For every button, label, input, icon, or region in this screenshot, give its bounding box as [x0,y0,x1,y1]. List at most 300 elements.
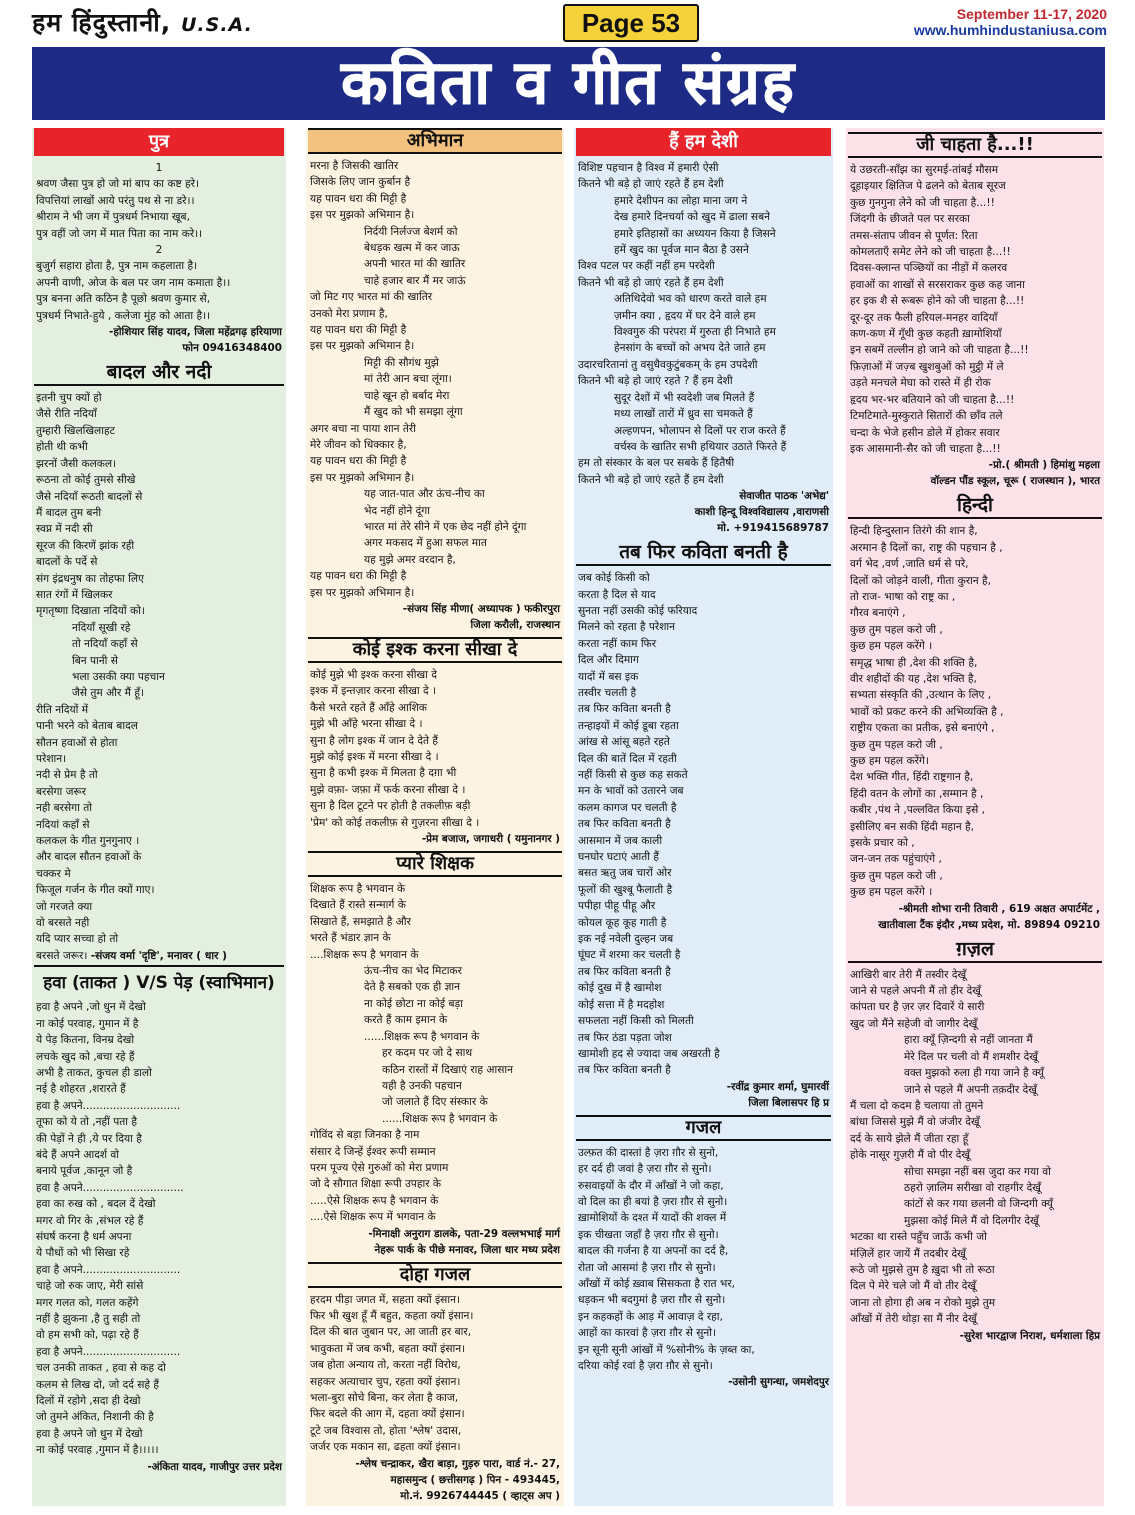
poem-line: झरनों जैसी कलकल। [36,457,117,470]
poem-line: ......शिक्षक रूप है भगवान के [382,1112,498,1125]
poem-title-ghazal: ग़ज़ल [848,937,1102,963]
poem-stanza [36,999,282,1458]
poem-abhiman [306,158,564,633]
poem-stanza [578,570,829,1079]
poem-line: मैं चला दो कदम है चलाया तो तुमने [850,1099,984,1112]
poem-line: अगर मकसद में हुआ सफल मात [364,537,487,550]
poem-line: सफलता नहीं किसी को मिलती [578,1015,694,1028]
poem-line: तो नदियाँ कहाँ से [72,638,138,651]
poem-line: जिंदगी के छीजते पल पर सरका [850,213,970,226]
poem-title-jee: जी चाहता है...!! [848,132,1102,158]
poem-title-badal: बादल और नदी [34,360,284,386]
poem-line: यह पावन धरा की मिट्टी है [310,192,407,205]
poem-ghazal [846,967,1104,1344]
poem-line: तुम्हारी खिलखिलाहट [36,424,115,437]
poet-signature: -होशियार सिंह यादव, जिला महेंद्रगढ़ हरियाणा [109,326,282,339]
poet-institution: काशी हिन्दू विश्वविद्यालय ,वाराणसी [694,506,829,519]
poem-line: संघर्ष करना है धर्म अपना [36,1230,132,1243]
poet-signature: सेवाजीत पाठक 'अभेद्य' [739,490,829,503]
stanza-number: 2 [155,244,163,257]
poem-stanza [310,224,560,290]
poem-line: स्वप्न में नदी सी [36,523,93,536]
poem-line: नई है शोहरत ,शरारते हैं [36,1083,126,1096]
poem-line: वर्ग भेद ,वर्ण ,जाति धर्म से परे, [850,558,969,571]
poem-line: सुना है दिल टूटने पर होती है तकलीफ़ बड़ी [310,800,471,813]
poem-line: भटका था रास्ते पहुँच जाऊँ कभी जो [850,1231,987,1244]
poem-title-putra: पुत्र [34,128,284,156]
poem-line: रोता जो आसमां है ज़रा ग़ौर से सुनो। [578,1261,716,1274]
poem-stanza [850,1032,1100,1098]
poem-line: जो गरजते क्या [36,900,93,913]
poem-line: जन-जन तक पहुंचाएंगे , [850,853,942,866]
poem-line-with-signature [36,948,282,964]
poet-signature: -श्रीमती शोभा रानी तिवारी , 619 अक्षत अपार्टमेंट , [898,902,1100,915]
poem-line: जब होता अन्याय तो, करता नहीं विरोध, [310,1359,461,1372]
poem-line: कुछ गुनगुना लेने को जी चाहता है...!! [850,196,995,209]
poem-line: राष्ट्रीय एकता का प्रतीक, इसे बनाएंगे , [850,722,995,735]
poem-line: भरते हैं भंडार ज्ञान के [310,932,391,945]
poem-line: यह जात-पात और ऊंच-नीच का [364,488,485,501]
poem-line: कुछ हम पहल करेंगे । [850,886,933,899]
poet-signature: -श्लेष चन्द्राकर, खैरा बाड़ा, गुड़रु पारा, वार्ड नं.- 27, [355,1457,560,1470]
poem-stanza [850,967,1100,1033]
poem-line: विश्व पटल पर कहीं नहीं हम परदेशी [578,260,715,273]
poem-line: वर्चस्व के खातिर सभी हथियार उठाते फिरते हैं [614,440,787,453]
poem-line: गोविंद से बड़ा जिनका है नाम [310,1129,420,1142]
poem-line: ......शिक्षक रूप है भगवान के [364,1030,480,1043]
poem-line: हवा है अपने............................. [36,1345,181,1358]
poem-line: दिल की बात जुबान पर, आ जाती हर बार, [310,1326,472,1339]
poem-line: दिल और दिमाग [578,654,639,667]
poem-stanza [310,568,560,601]
poem-line: ये पौधों को भी सिखा रहे [36,1247,130,1260]
poem-stanza [850,523,1100,900]
poem-line: हर इक शै से रूबरू होने को जी चाहता है...!! [850,295,1025,308]
poem-line: पानी भरने को बेताब बादल [36,720,138,733]
poet-location: जिला करौली, राजस्थान [470,618,560,631]
poem-line: सुनता नहीं उसकी कोई फरियाद [578,604,698,617]
poem-line: चाहे जो रुक जाए, मेरी सांसे [36,1280,144,1293]
poem-line: कुछ तुम पहल करो जी , [850,869,943,882]
poem-line: सूरज की किरणें झांक रही [36,539,135,552]
poem-line: .....ऐसे शिक्षक रूप है भगवान के [310,1194,439,1207]
poem-line: तूफा को ये तो ,नहीं पता है [36,1116,138,1129]
poem-line: बसत ऋतु जब चारों ओर [578,867,672,880]
poem-line: इस पर मुझको अभिमान है। [310,209,415,222]
column-1 [32,128,286,1506]
stanza-number: 1 [155,162,163,174]
poem-line: ना कोई परवाह, गुमान में है [36,1017,139,1030]
page-header [0,0,1135,44]
poem-line: मध्य लाखों तारों में ध्रुव सा चमकते हैं [614,408,753,421]
poet-phone: फोन 09416348400 [182,342,282,355]
divider [34,965,284,967]
poem-line: भेद नहीं होने दूंगा [364,504,431,517]
poem-stanza [36,620,282,702]
poem-line: सहकर अत्याचार चुप, रहता क्यों इंसान। [310,1375,461,1388]
poem-deshi [574,160,833,536]
poem-line: करता नहीं काम फिर [578,637,657,650]
poem-line: जाना तो होगा ही अब न रोको मुझे तुम [850,1296,996,1309]
poem-line: हमारे देशीपन का लोहा माना जग ने [614,194,748,207]
poem-line: जो दे सौगात शिक्षा रूपी उपहार के [310,1178,442,1191]
poem-stanza [578,291,829,357]
column-4 [846,128,1104,1506]
poem-stanza [310,355,560,421]
poem-line: खामोशी हद से ज्यादा जब अखरती है [578,1047,720,1060]
poem-line: जिसके लिए जान कुर्बान है [310,176,411,189]
poem-stanza [850,162,1100,457]
poem-stanza [578,357,829,390]
poet-signature: -सुरेश भारद्वाज निराश, धर्मशाला हिप्र [959,1329,1100,1342]
poem-line: बेधड़क खत्म में कर जाऊ [364,242,460,255]
poem-line: बादल की गर्जना है या अपनों का दर्द है, [578,1245,729,1258]
poem-line: हवा है अपने............................. [36,1263,181,1276]
poem-line: नहीं किसी से कुछ कह सकते [578,769,688,781]
poem-line: इस पर मुझको अभिमान है। [310,586,415,599]
poem-line: विशिष्ट पहचान है विश्व में हमारी ऐसी [578,162,719,174]
poem-line: हर कदम पर जो दे साथ [382,1047,473,1060]
poem-line: वो बरसते नही [36,917,90,930]
poem-line: तस्वीर चलती है [578,686,637,699]
poem-jee [846,162,1104,489]
poem-line: की पेड़ों ने ही ,ये पर दिया है [36,1132,142,1145]
poem-line: सोचा समझा नहीं बस जुदा कर गया वो [904,1165,1051,1178]
poem-line: तब फिर कविता बनती है [578,703,671,716]
poem-line: मृगतृष्णा दिखाता नदियों को। [36,605,145,618]
poem-line: बुजुर्ग सहारा होता है, पुत्र नाम कहलाता है। [36,260,198,273]
poem-line: बिन पानी से [72,654,118,667]
poet-phone: मो.नं. 9926744445 ( व्हाट्स अप ) [400,1489,560,1502]
poem-line: हवा है अपने.............................. [36,1181,184,1194]
poem-line: यदि प्यार सच्चा हो तो [36,933,119,946]
poem-line: सुदूर देशों में भी स्वदेशी जब मिलते हैं [614,391,755,404]
poet-signature: -संजय वर्मा 'दृष्टि', मनावर ( धार ) [90,949,227,962]
poem-line: आँखों में तेरी थोड़ा सा मैं नीर देखूँ [850,1313,977,1326]
poem-line: सुना है कभी इश्क में मिलता है दग़ा भी [310,767,457,780]
poem-line: हरदम पीड़ा जगत में, सहता क्यों इंसान। [310,1293,460,1306]
poem-line: नदी से प्रेम है तो [36,769,98,782]
banner-title: कविता व गीत संग्रह [341,48,796,118]
page-number: Page 53 [563,4,699,42]
poem-stanza [578,390,829,456]
poem-line: हमें खुद का पूर्वज मान बैठा है उसने [614,244,749,257]
poem-line: हारा क्यूँ ज़िन्दगी से नहीं जानता मैं [904,1034,1033,1047]
poem-line: लचके खुद को ,बचा रहे हैं [36,1050,135,1063]
poem-line: ठहरो ज़ालिम सरीखा वो राहगीर देखूँ [904,1181,1041,1194]
poem-line: तन्हाइयों में कोई डूबा रहता [578,719,679,732]
poem-line: ....शिक्षक रूप है भगवान के [310,948,419,961]
poem-line: कांपता घर है ज़र ज़र दिवारें ये सारी [850,1001,985,1014]
poem-line: मुझे कोई इश्क में मरना सीखा दे । [310,751,439,763]
poem-line: हृदय भर-भर बतियाने को जी चाहता है...!! [850,393,1015,406]
poem-line: उल्फ़त की दास्तां है ज़रा ग़ौर से सुनो, [578,1146,719,1159]
poem-line: इस पर मुझको अभिमान है। [310,340,415,353]
poem-line: जैसे नदियाँ रूठती बादलों से [36,490,143,503]
poem-line: कलम कागज पर चलती है [578,801,677,814]
poem-line: मगर वो गिर के ,संभल रहे हैं [36,1214,144,1227]
poem-line: देते है सबको एक ही ज्ञान [364,981,460,994]
poem-line: मां तेरी आन बचा लूंगा। [364,373,452,386]
poem-line: जैसे तुम और मैं हूँ। [72,687,145,700]
poem-line: जैसे रीति नदियाँ [36,408,97,421]
poem-line: कलम से लिख दो, जो दर्द सहे हैं [36,1378,159,1391]
poem-tabphir [574,570,833,1111]
masthead [32,5,253,39]
poem-stanza [310,486,560,568]
poem-line: श्रीराम ने भी जग में पुत्रधर्म निभाया खूब, [36,211,190,224]
masthead-usa: U.S.A. [180,14,253,36]
poem-line: फूलों की खुश्बू फैलाती है [578,883,673,896]
poem-line: होके नासूर गुज़री मैं वो पीर देखूँ [850,1149,971,1162]
poem-line: कितने भी बड़े हो जाएं रहते हैं हम देशी [578,473,724,486]
poem-line: कुछ हम पहल करेंगे। [850,755,929,767]
poem-line: फिर बदले की आग में, दहता क्यों इंसान। [310,1408,465,1421]
poem-line: चाहे खून हो बर्बाद मेरा [364,389,450,402]
poem-line: ज़मीन क्या , हृदय में घर देने वाले हम [614,309,756,322]
poem-line: पुत्रधर्म निभाते-हुये , कलेजा मुंह को आता है।। [36,309,211,322]
poet-address: महासमुन्द ( छत्तीसगढ़ ) पिन - 493445, [390,1473,560,1486]
poem-line: आसमान में जब काली [578,834,663,847]
poem-putra [32,160,286,356]
poem-line: टिमटिमाते-मुस्कुराते सितारों की छाँव तले [850,410,1003,423]
poem-hawa [32,999,286,1474]
poem-line: कबीर ,पंथ ने ,पल्लवित किया इसे , [850,804,986,817]
poet-location: जिला बिलासपर हि प्र [748,1096,829,1109]
poem-line: कैसे भरते रहते हैं आँहे आशिक [310,701,427,714]
poem-stanza [36,702,282,948]
poem-line: नही बरसेगा तो [36,802,93,815]
poem-line: घनघोर घटाएं आती हैं [578,851,660,864]
poem-line: ऊंच-नीच का भेद मिटाकर [364,965,462,978]
poem-line: करता है दिल से याद [578,588,656,601]
poem-line: यही है उनकी पहचान [382,1079,462,1092]
poem-line: हवा है अपने............................. [36,1099,181,1112]
poem-line: दिलों में रहोगे ,सदा ही देखो [36,1395,141,1408]
poet-signature: -अंकिता यादव, गाजीपुर उत्तर प्रदेश [147,1460,282,1473]
poem-line: मैं खुद को भी समझा लूंगा [364,406,463,419]
poem-line: सात रंगों में खिलकर [36,588,113,601]
poem-line: अपनी भारत मां की खातिर [364,258,466,271]
poem-stanza [36,176,282,242]
poem-line: संसार दे जिन्हें ईश्वर रूपी सम्मान [310,1145,436,1158]
poem-line: कितने भी बड़े हो जाएं रहते हैं हम देशी [578,276,724,289]
poem-line: तो राज- भाषा को राष्ट्र का , [850,590,956,603]
poet-signature: -रवींद्र कुमार शर्मा, घुमारवीं [726,1080,829,1093]
poet-signature: -उसोनी सुगन्धा, जमशेदपुर [728,1376,829,1389]
poem-stanza [850,1164,1100,1230]
poem-line: इसके प्रचार को , [850,837,915,850]
poem-line: समृद्ध भाषा ही ,देश की शक्ति है, [850,656,978,669]
poem-line: कठिन रास्तों में दिखाएं राह आसान [382,1063,514,1076]
poem-stanza [578,160,829,193]
poem-line: घूंघट में शरमा कर चलती है [578,949,681,962]
poem-line: दर्द के साये झेले मैं जीता रहा हूँ [850,1132,969,1145]
poem-line: यादों में बस इक [578,670,639,683]
poem-line: इन सबमें तल्लीन हो जाने को जी चाहता है...!! [850,344,1029,357]
poem-line: बांधा जिससे मुझे मैं वो जंजीर देखूँ [850,1116,980,1129]
poem-line: मंज़िलें हार जायें मैं तदबीर देखूँ [850,1247,966,1260]
poem-line: आहों का कारवां है ज़रा ग़ौर से सुनो। [578,1327,717,1340]
poem-line: मिलने को रहता है परेशान [578,621,676,634]
poem-ishq [306,667,564,847]
poem-line: पपीहा पीहू पीहू और [578,900,656,913]
poem-line: दूर-दूर तक फैली हरियल-मनहर वादियाँ [850,311,998,324]
poem-title-shikshak: प्यारे शिक्षक [308,851,562,877]
poem-line: निर्दयी निर्लज्ज बेशर्म को [364,225,458,238]
poem-line: होती थी कभी [36,441,88,454]
poem-line: तब फिर ठंडा पड़ता जोश [578,1031,672,1044]
poem-line: परेशान। [36,753,67,765]
website-link[interactable]: www.humhindustaniusa.com [913,22,1107,38]
poem-line: ख़ामोशियों के दश्त में यादों की शक्ल में [578,1212,727,1225]
poem-line: बरसते जरूर। [36,949,88,962]
poem-line: मुझे वफ़ा- जफ़ा में फर्क करना सीखा दे । [310,783,466,796]
poem-line: जाने से पहले अपनी मैं तो हीर देखूँ [850,985,981,998]
poem-line: सिखाते हैं, समझाते है और [310,915,411,928]
poem-line: वो दिल का ही बयां है ज़रा ग़ौर से सुनो। [578,1195,728,1208]
poem-line: हवाओं का शाखों से सरसराकर कुछ कह जाना [850,278,1025,291]
poem-line: भावों को प्रकट करने की अभिव्यक्ति है , [850,705,1004,718]
poem-line: फिर भी खुश हूँ मैं बहुत, कहता क्यों इंसान। [310,1309,474,1322]
poem-line: श्रवण जैसा पुत्र हो जो मां बाप का कष्ट हरे। [36,178,200,191]
poem-line: कोई सत्ता में है मदहोश [578,998,665,1011]
poem-stanza [310,421,560,487]
poem-line: कण-कण में गूँथी कुछ कहती ख़ामोशियाँ [850,328,1002,341]
poem-line: अपनी वाणी, ओज के बल पर जग नाम कमाता है।। [36,276,231,289]
poem-line: अगर बचा ना पाया शान तेरी [310,422,416,435]
poem-line: गौरव बनाएंगे , [850,607,906,620]
poem-line: हर दर्द ही जवां है ज़रा ग़ौर से सुनो। [578,1163,712,1176]
poem-line: इन कहकहों के आड़ में आवाज़ दे रहा, [578,1310,723,1323]
poem-title-ishq: कोई इश्क करना सीखा दे [308,637,562,663]
poem-line: ना कोई परवाह ,गुमान में है।।।।। [36,1444,159,1457]
poem-line: नदियां कहाँ से [36,818,90,831]
poem-hindi [846,523,1104,932]
poem-title-gazal: गजल [576,1115,831,1141]
column-3 [574,128,833,1506]
poem-line: जब कोई किसी को [578,572,650,585]
poem-line: दिल की बातें दिल में रहती [578,752,677,765]
poem-line: हवा है अपने ,जो धुन में देखो [36,1001,146,1014]
poem-line: मिट्टी की सौगंध मुझे [364,356,439,369]
poem-line: चन्दा के भेजे हसीन डोले में होकर सवार [850,426,1000,439]
poem-stanza [310,1127,560,1225]
poem-line: भावुकता में जब कभी, बहता क्यों इंसान। [310,1342,466,1355]
poem-line: तब फिर कविता बनती है [578,818,671,831]
poem-line: दिवस-क्लान्त पञ्छियों का नीड़ों में कलरव [850,262,1008,275]
poem-line: दिलों को जोड़ने वाली, गीता कुरान है, [850,574,992,587]
poem-line: जो तुमने अंकित, निशानी की है [36,1411,154,1424]
poem-line: 'प्रेम' को कोई तकलीफ़ से गुज़रना सीखा दे । [310,816,480,829]
poem-line: आँखों में कोई ख़्वाब सिसकता है रात भर, [578,1277,736,1290]
poem-line: भारत मां तेरे सीने में एक छेद नहीं होने दूंगा [364,520,527,533]
poem-line: वक्त मुझको रुला ही गया जाने है क्यूँ [904,1067,1044,1080]
poem-line: यह मुझे अमर वरदान है, [364,553,456,566]
poem-line: हवा है अपने जो धुन में देखो [36,1427,143,1440]
poem-line: कितने भी बड़े हो जाएं रहते हैं हम देशी [578,178,724,191]
poem-line: इन सूनी सूनी आंखों में %सोनी% के ज़ब्त का, [578,1343,755,1356]
poem-line: दरिया कोई रवां है ज़रा ग़ौर से सुनो। [578,1360,713,1372]
poem-line: तमस-संताप जीवन से पूर्णत: रिता [850,229,978,242]
poem-line: हेनसांग के बच्चों को अभय देते जाते हम [614,342,766,355]
poem-line: रीति नदियों में [36,703,89,716]
poet-address: नेहरू पार्क के पीछे मनावर, जिला धार मध्य प्रदेश [374,1243,560,1256]
poem-line: आंख से आंसू बहते रहते [578,736,670,749]
poem-line: पुत्र वहीं जो जग में मात पिता का नाम करे।। [36,227,203,240]
poem-line: दिल पे मेरे चले जो मैं वो तीर देखूँ [850,1280,977,1293]
poem-line: बादलों के पर्दे से [36,556,98,569]
poet-phone: मो. +919415689787 [717,522,829,535]
poem-line: पुत्र बनना अति कठिन है पूछो श्रवण कुमार से, [36,293,211,306]
poem-line: ये उछरती-साँझ का सुरमई-तांबई मौसम [850,164,999,176]
poem-line: नहीं है झुकना ,है तु सही तो [36,1313,141,1325]
poem-line: फ़िज़ाओं में जज़्ब खुशबुओं को मुट्ठी में ले [850,360,1004,373]
poem-stanza [310,667,560,831]
poem-title-abhiman: अभिमान [308,128,562,154]
poem-line: हमारे इतिहासों का अध्ययन किया है जिसने [614,227,776,240]
poem-badal [32,390,286,964]
poem-line: संग इंद्रधनुष का तोहफा लिए [36,572,144,585]
poem-line: हिन्दी हिन्दुस्तान तिरंगे की शान है, [850,525,978,538]
poem-line: जो जलाते हैं दिए संस्कार के [382,1096,488,1109]
poem-title-deshi: हैं हम देशी [576,128,831,156]
poem-line: वीर शहीदों की यह ,देश भक्ति है, [850,672,977,685]
poem-stanza [310,963,560,1045]
poem-line: अभी है ताकत, कुचल ही डालो [36,1066,152,1079]
poem-line: और बादल सौतन हवाओं के [36,851,142,864]
poem-line: इस पर मुझको अभिमान है। [310,471,415,484]
poem-line: फिजूल गर्जन के गीत क्यों गाए। [36,884,155,897]
poet-signature: -मिनाक्षी अनुराग डालके, पता-29 वल्लभभाई मार्ग [368,1227,560,1240]
poem-line: उदारचरितानां तु वसुधैवकुटुंबकम् के हम उपदेशी [578,358,758,371]
poem-line: वो हम सभी को, पढ़ा रहे हैं [36,1329,139,1342]
poem-stanza [310,1292,560,1456]
poem-stanza [310,881,560,963]
poem-line: देश भक्ति गीत, हिंदी राष्ट्रगान है, [850,771,974,784]
poem-line: विश्वगुरु की परंपरा में गुरुता ही निभाते हम [614,326,776,339]
poem-stanza [36,258,282,324]
poem-line: हिंदी वतन के लोगों का ,सम्मान है , [850,787,984,800]
poem-line: तब फिर कविता बनती है [578,965,671,978]
poem-line: कुछ तुम पहल करो जी , [850,738,943,751]
poem-line: धड़कन भी बदगुमां है ज़रा ग़ौर से सुनो। [578,1294,726,1307]
poem-gazal [574,1145,833,1391]
poem-line: बंदे हैं अपने आदर्श वो [36,1148,120,1161]
poem-line: सभ्यता संस्कृति की ,उत्थान के लिए , [850,689,992,702]
poem-line: अल्हणपन, भोलापन से दिलों पर राज करते हैं [614,424,786,437]
poem-line: अरमान है दिलों का, राष्ट्र की पहचान है , [850,541,1003,554]
poem-line: देख हमारे दिनचर्या को खुद में ढाला सबने [614,211,770,224]
poem-line: मेरे जीवन को धिक्कार है, [310,438,407,451]
poem-line: नदियाँ सूखी रहे [72,621,131,634]
poem-doha [306,1292,564,1504]
poem-line: मेरे दिल पर चली वो मैं शमशीर देखूँ [904,1050,1038,1063]
poem-stanza [850,1098,1100,1164]
poem-line: ये पेड़ कितना, विनम्र देखो [36,1034,135,1047]
poem-line: इतनी चुप क्यों हो [36,392,102,405]
poem-line: इक नई नवेली दुल्हन जब [578,933,674,946]
poem-title-hindi: हिन्दी [848,493,1102,519]
poem-line: तब फिर कविता बनती है [578,1064,671,1077]
poem-line: चक्कर मे [36,867,71,880]
issue-date: September 11-17, 2020 [956,6,1107,22]
poem-stanza [578,258,829,291]
poem-line: जर्जर एक मकान सा, ढहता क्यों इंसान। [310,1441,461,1454]
poem-line: जाने से पहले मैं अपनी तक़दीर देखूँ [904,1083,1037,1096]
poem-line: बरसेगा जरूर [36,785,87,798]
poem-line: मैं बादल तुम बनी [36,506,102,519]
